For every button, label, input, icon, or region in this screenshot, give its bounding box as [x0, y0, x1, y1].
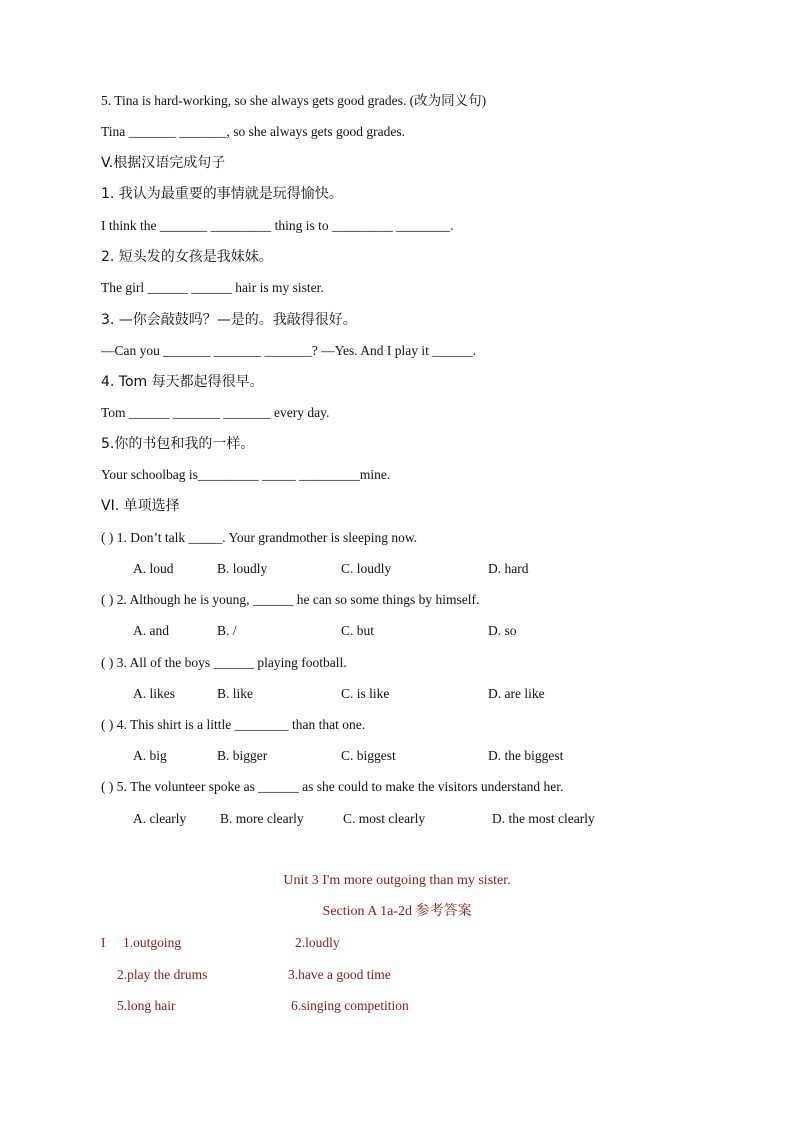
question-5-answer-line: Tina _______ _______, so she always gets good grades. [101, 124, 405, 139]
section-5-item-5-chinese: 5.你的书包和我的一样。 [101, 436, 255, 452]
mc-question-1-stem: ( ) 1. Don’t talk _____. Your grandmother is sleeping now. [101, 530, 418, 545]
mc-question-2-option-d: D. so [488, 623, 517, 638]
mc-question-5-option-c: C. most clearly [343, 811, 426, 826]
answer-item: 1.outgoing [123, 935, 182, 950]
mc-question-4-stem: ( ) 4. This shirt is a little ________ than that one. [101, 717, 366, 732]
section-5-item-2-chinese: 2. 短头发的女孩是我妹妹。 [101, 249, 273, 265]
mc-question-1-option-a: A. loud [133, 561, 174, 576]
mc-question-1-option-b: B. loudly [217, 561, 268, 576]
mc-question-5-option-d: D. the most clearly [492, 811, 595, 826]
mc-question-2-stem: ( ) 2. Although he is young, ______ he can so some things by himself. [101, 592, 480, 607]
section-5-heading: V.根据汉语完成句子 [101, 155, 226, 171]
answer-section-label: I [101, 935, 106, 950]
mc-question-4-option-d: D. the biggest [488, 748, 564, 763]
section-5-item-2-english: The girl ______ ______ hair is my sister. [101, 280, 324, 295]
section-5-item-3-english: —Can you _______ _______ _______? —Yes. And I play it ______. [101, 343, 477, 358]
mc-question-2-option-a: A. and [133, 623, 169, 638]
mc-question-1-option-d: D. hard [488, 561, 529, 576]
section-5-item-5-english: Your schoolbag is_________ _____ _________mine. [101, 467, 391, 482]
mc-question-3-option-c: C. is like [341, 686, 390, 701]
question-5-prompt: 5. Tina is hard-working, so she always gets good grades. (改为同义句) [101, 93, 487, 108]
mc-question-3-option-b: B. like [217, 686, 253, 701]
section-5-item-1-english: I think the _______ _________ thing is to _________ ________. [101, 218, 454, 233]
mc-question-3-option-a: A. likes [133, 686, 175, 701]
mc-question-4-option-c: C. biggest [341, 748, 396, 763]
answer-key-title: Unit 3 I'm more outgoing than my sister. [283, 873, 511, 888]
answer-item: 3.have a good time [288, 967, 391, 982]
mc-question-3-option-d: D. are like [488, 686, 545, 701]
section-6-heading: VI. 单项选择 [101, 498, 180, 514]
section-5-item-4-english: Tom ______ _______ _______ every day. [101, 405, 330, 420]
mc-question-4-option-b: B. bigger [217, 748, 268, 763]
mc-question-3-stem: ( ) 3. All of the boys ______ playing football. [101, 655, 347, 670]
mc-question-5-option-a: A. clearly [133, 811, 187, 826]
answer-item: 2.loudly [295, 935, 340, 950]
mc-question-2-option-b: B. / [217, 623, 237, 638]
answer-item: 5.long hair [117, 998, 176, 1013]
mc-question-2-option-c: C. but [341, 623, 375, 638]
answer-item: 2.play the drums [117, 967, 208, 982]
mc-question-5-stem: ( ) 5. The volunteer spoke as ______ as she could to make the visitors understand her. [101, 779, 564, 794]
answer-key-subtitle: Section A 1a-2d 参考答案 [322, 904, 472, 919]
mc-question-4-option-a: A. big [133, 748, 167, 763]
section-5-item-3-chinese: 3. —你会敲鼓吗？—是的。我敲得很好。 [101, 312, 357, 328]
mc-question-1-option-c: C. loudly [341, 561, 392, 576]
section-5-item-1-chinese: 1. 我认为最重要的事情就是玩得愉快。 [101, 186, 343, 202]
mc-question-5-option-b: B. more clearly [220, 811, 304, 826]
answer-item: 6.singing competition [291, 998, 409, 1013]
section-5-item-4-chinese: 4. Tom 每天都起得很早。 [101, 374, 264, 390]
